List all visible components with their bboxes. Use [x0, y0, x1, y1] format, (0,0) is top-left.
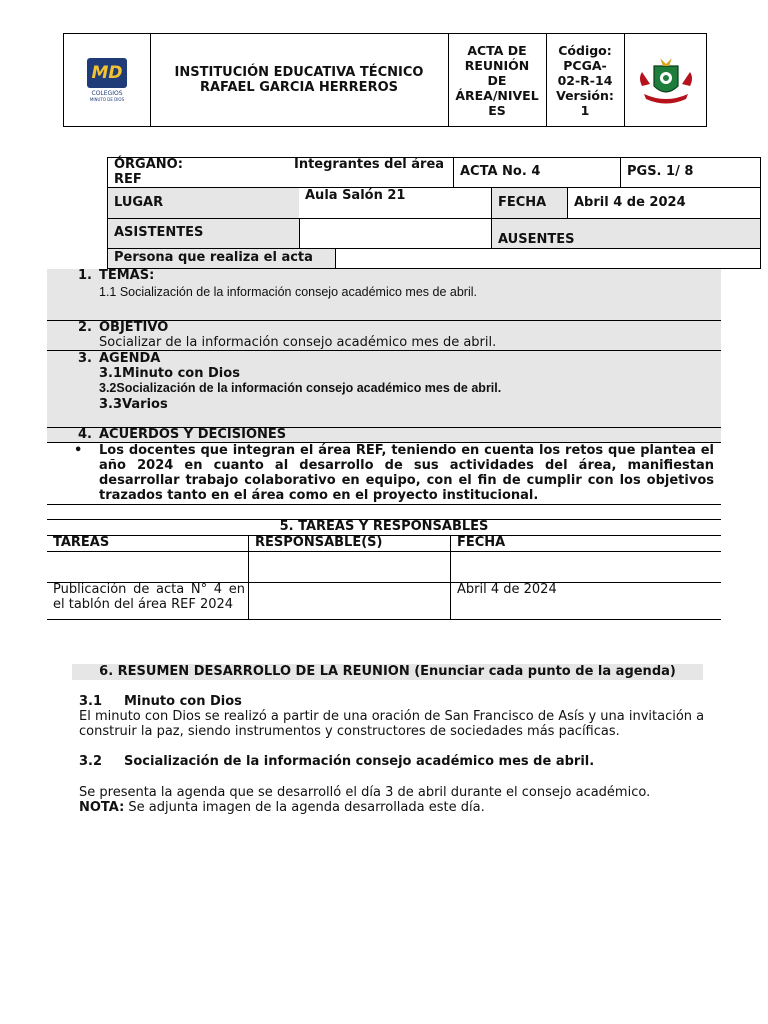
agenda-number: 3. — [78, 351, 92, 366]
temas-item: 1.1 Socialización de la información consejo académico mes de abril. — [99, 285, 477, 299]
s31-title: Minuto con Dios — [124, 694, 242, 709]
doctype-line: REUNIÓN — [464, 57, 530, 73]
code-line: 02-R-14 — [557, 72, 613, 88]
acuerdos-title: ACUERDOS Y DECISIONES — [99, 427, 287, 442]
md-logo — [87, 58, 127, 102]
agenda-item: 3.1Minuto con Dios — [99, 366, 240, 381]
table-row — [47, 551, 721, 583]
objetivo-text: Socializar de la información consejo académico mes de abril. — [99, 335, 497, 350]
acuerdos-number: 4. — [78, 427, 92, 442]
meeting-info-table — [107, 157, 761, 269]
code-line: PCGA- — [563, 57, 607, 73]
organo-label: ÓRGANO: — [114, 157, 183, 172]
resumen-title: 6. RESUMEN DESARROLLO DE LA REUNION (Enunciar cada punto de la agenda) — [72, 664, 703, 680]
agenda-title: AGENDA — [99, 351, 161, 366]
school-logo-cell — [64, 34, 151, 126]
nota-line — [79, 800, 485, 815]
info-row-asistentes — [107, 218, 761, 249]
asistentes-label: ASISTENTES — [114, 225, 204, 240]
fecha-label: FECHA — [498, 195, 547, 210]
logo-sub2: MINUTO DE DIOS — [89, 97, 125, 102]
organo-label-2: REF — [114, 172, 142, 187]
s31-text: El minuto con Dios se realizó a partir de una oración de San Francisco de Asís y una invitación a construir la paz, siendo instrumentos y constructores de sociedades más pacíficas. — [79, 709, 705, 739]
fecha-value: Abril 4 de 2024 — [574, 195, 686, 210]
pages-count: PGS. 1/ 8 — [627, 164, 694, 179]
agenda-item: 3.3Varios — [99, 397, 168, 412]
s32-title: Socialización de la información consejo académico mes de abril. — [124, 754, 595, 769]
info-row-organo — [107, 157, 761, 188]
institution-line-1: INSTITUCIÓN EDUCATIVA TÉCNICO — [174, 65, 424, 80]
code-line: Código: — [558, 42, 612, 58]
document-code — [546, 34, 625, 126]
ausentes-label: AUSENTES — [498, 232, 575, 247]
school-crest-icon — [636, 54, 696, 106]
acta-number: ACTA No. 4 — [460, 164, 541, 179]
info-row-lugar — [107, 187, 761, 219]
acuerdos-text: Los docentes que integran el área REF, teniendo en cuenta los retos que plantea el año 2024 en cuanto al desarrollo de sus actividades del área, manifiestan desarrollar trabajo colaborativo en equipo, con el fin de cumplir con los objetivos trazados tanto en el área como en el proyecto institucional. — [99, 443, 714, 503]
document-header — [63, 33, 707, 127]
doctype-line: DE — [487, 72, 507, 88]
logo-sub1: COLEGIOS — [91, 90, 123, 97]
lugar-label: LUGAR — [114, 195, 164, 210]
agenda-item: 3.2Socialización de la información consejo académico mes de abril. — [99, 381, 502, 395]
date-cell: Abril 4 de 2024 — [457, 582, 557, 597]
col-header-fecha: FECHA — [457, 535, 506, 550]
col-header-tareas: TAREAS — [53, 535, 110, 550]
s32-number: 3.2 — [79, 754, 103, 769]
bullet-icon: • — [74, 443, 83, 458]
info-row-persona — [107, 248, 761, 269]
doctype-line: ÁREA/NIVEL — [455, 87, 539, 103]
objetivo-number: 2. — [78, 320, 92, 335]
doctype-line: ACTA DE — [467, 42, 527, 58]
logo-text: MD — [91, 63, 123, 83]
doctype-line: ES — [488, 102, 506, 118]
institution-name — [150, 34, 449, 126]
task-cell: Publicación de acta N° 4 en el tablón del área REF 2024 — [53, 582, 245, 612]
objetivo-title: OBJETIVO — [99, 320, 169, 335]
col-header-responsables: RESPONSABLE(S) — [255, 535, 383, 550]
tareas-table — [47, 519, 721, 619]
s31-number: 3.1 — [79, 694, 103, 709]
persona-label: Persona que realiza el acta — [114, 250, 313, 265]
temas-title: TEMAS: — [99, 268, 155, 283]
institution-line-2: RAFAEL GARCIA HERREROS — [199, 80, 398, 95]
code-line: 1 — [580, 102, 590, 118]
lugar-value: Aula Salón 21 — [305, 188, 406, 203]
document-type — [448, 34, 547, 126]
code-line: Versión: — [556, 87, 614, 103]
crest-cell — [624, 34, 708, 126]
nota-label: NOTA: — [79, 800, 125, 815]
tareas-title: 5. TAREAS Y RESPONSABLES — [279, 519, 489, 534]
nota-text: Se adjunta imagen de la agenda desarrollada este día. — [124, 800, 485, 815]
temas-number: 1. — [78, 268, 92, 283]
organo-value: Integrantes del área — [294, 157, 445, 172]
s32-text: Se presenta la agenda que se desarrolló el día 3 de abril durante el consejo académico. — [79, 785, 651, 800]
